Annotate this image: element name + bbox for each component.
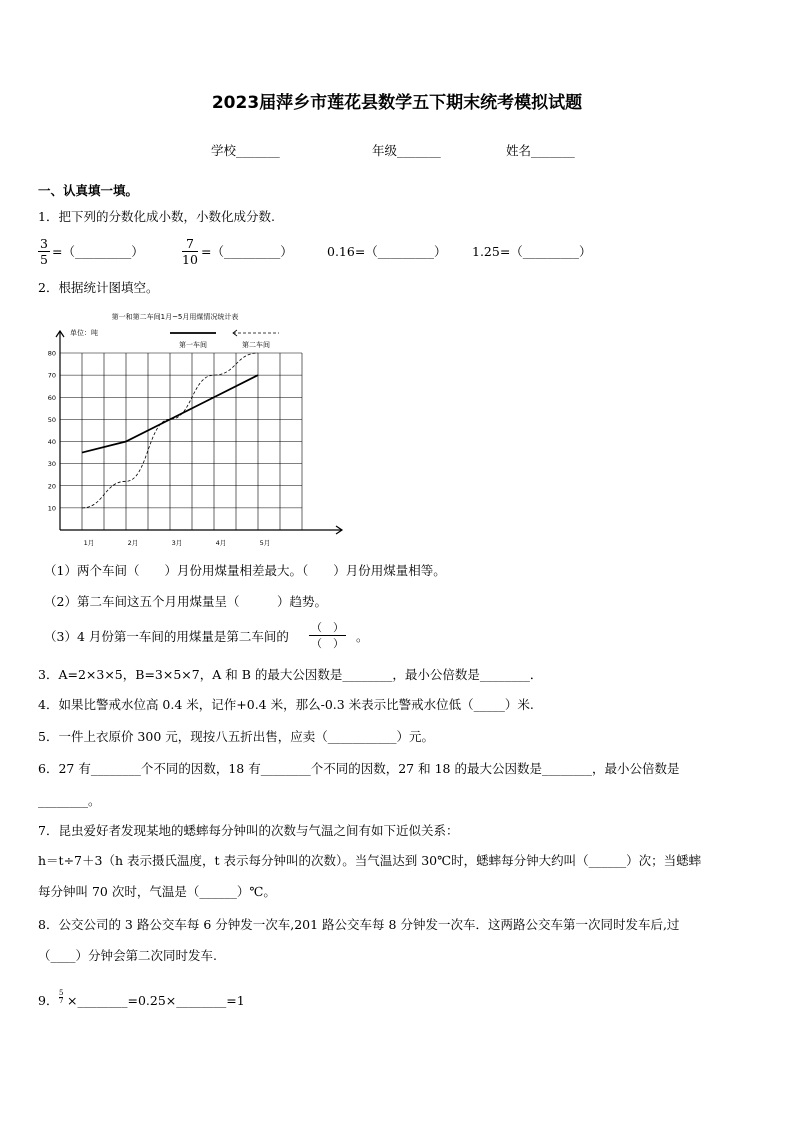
question-7-formula: h＝t÷7＋3（h 表示摄氏温度，t 表示每分钟叫的次数）。当气温达到 30℃时，蟋蟀每分钟大约叫（______）次；当蟋蟀 xyxy=(38,853,702,868)
y-tick-label: 10 xyxy=(47,504,56,513)
blank-3: 0.16=（_________） xyxy=(327,244,447,259)
question-8-cont: （____）分钟会第二次同时发车. xyxy=(38,948,217,963)
chart-unit: 单位：吨 xyxy=(70,329,98,337)
question-2-sub-1: （1）两个车间（ ）月份用煤量相差最大。（ ）月份用煤量相等。 xyxy=(44,563,446,578)
x-tick-label: 4月 xyxy=(215,539,227,547)
x-tick-labels xyxy=(84,539,271,547)
fraction-7-10 xyxy=(182,236,198,267)
period: 。 xyxy=(356,629,369,644)
legend-label: 第一车间 xyxy=(179,341,207,349)
answer-fraction xyxy=(309,620,346,651)
question-6-cont: ________。 xyxy=(38,793,101,808)
question-5: 5．一件上衣原价 300 元，现按八五折出售，应卖（___________）元。 xyxy=(38,729,435,744)
question-4: 4．如果比警戒水位高 0.4 米，记作+0.4 米，那么-0.3 米表示比警戒水位低（_____）米. xyxy=(38,697,534,712)
question-2: 2．根据统计图填空。 xyxy=(38,280,159,295)
y-tick-label: 40 xyxy=(47,438,56,446)
y-tick-label: 80 xyxy=(47,349,56,358)
section-heading: 一、认真填一填。 xyxy=(38,183,139,198)
blank-4: 1.25=（_________） xyxy=(472,244,592,259)
fraction-denominator: 10 xyxy=(182,252,198,267)
question-7-cont: 每分钟叫 70 次时，气温是（______）℃。 xyxy=(38,884,276,899)
question-8: 8．公交公司的 3 路公交车每 6 分钟发一次车,201 路公交车每 8 分钟发一次车．这两路公交车第一次同时发车后,过 xyxy=(38,917,680,932)
page-title: 2023届萍乡市莲花县数学五下期末统考模拟试题 xyxy=(211,93,583,113)
fraction-numerator: 5 xyxy=(59,989,64,997)
grade-field: 年级_______ xyxy=(372,143,441,158)
fraction-denominator: 7 xyxy=(59,997,64,1005)
y-tick-label: 60 xyxy=(47,393,56,402)
question-2-sub-2: （2）第二车间这五个月用煤量呈（ ）趋势。 xyxy=(44,594,327,609)
y-tick-label: 30 xyxy=(47,460,56,469)
x-tick-label: 2月 xyxy=(127,539,139,547)
question-9: ×________=0.25×________=1 xyxy=(67,993,245,1008)
chart-legend xyxy=(170,330,279,349)
fraction-denominator: （ ） xyxy=(311,637,344,650)
school-field: 学校_______ xyxy=(211,143,280,158)
fraction-denominator: 5 xyxy=(40,252,48,267)
chart-grid xyxy=(60,353,302,530)
chart-axes xyxy=(56,331,342,534)
x-tick-label: 5月 xyxy=(259,539,271,547)
question-3: 3．A=2×3×5，B=3×5×7，A 和 B 的最大公因数是________，最小公倍数是________． xyxy=(38,667,543,682)
y-tick-label: 20 xyxy=(47,482,56,491)
legend-label: 第二车间 xyxy=(242,341,270,349)
question-1: 1．把下列的分数化成小数，小数化成分数. xyxy=(38,209,275,224)
question-7: 7．昆虫爱好者发现某地的蟋蟀每分钟叫的次数与气温之间有如下近似关系： xyxy=(38,823,459,838)
name-field: 姓名_______ xyxy=(506,143,575,158)
y-tick-label: 70 xyxy=(47,371,56,380)
blank-1: =（_________） xyxy=(52,244,144,259)
fraction-numerator: （ ） xyxy=(311,621,344,634)
y-tick-labels xyxy=(48,350,56,513)
fraction-numerator: 7 xyxy=(182,236,198,252)
line-chart xyxy=(30,303,330,553)
y-tick-label: 50 xyxy=(47,415,56,424)
x-tick-label: 1月 xyxy=(83,539,95,547)
question-9-label: 9． xyxy=(38,993,59,1008)
chart-title: 第一和第二车间1月~5月用煤情况统计表 xyxy=(111,313,239,321)
fraction-3-5 xyxy=(38,236,50,267)
question-6: 6．27 有________个不同的因数，18 有________个不同的因数，27 和 18 的最大公因数是________，最小公倍数是 xyxy=(38,761,680,776)
x-tick-label: 3月 xyxy=(171,539,183,547)
fraction-5-7 xyxy=(59,990,63,1005)
blank-2: =（_________） xyxy=(201,244,293,259)
question-2-sub-3: （3）4 月份第一车间的用煤量是第二车间的 xyxy=(44,629,289,644)
fraction-numerator: 3 xyxy=(40,236,48,251)
